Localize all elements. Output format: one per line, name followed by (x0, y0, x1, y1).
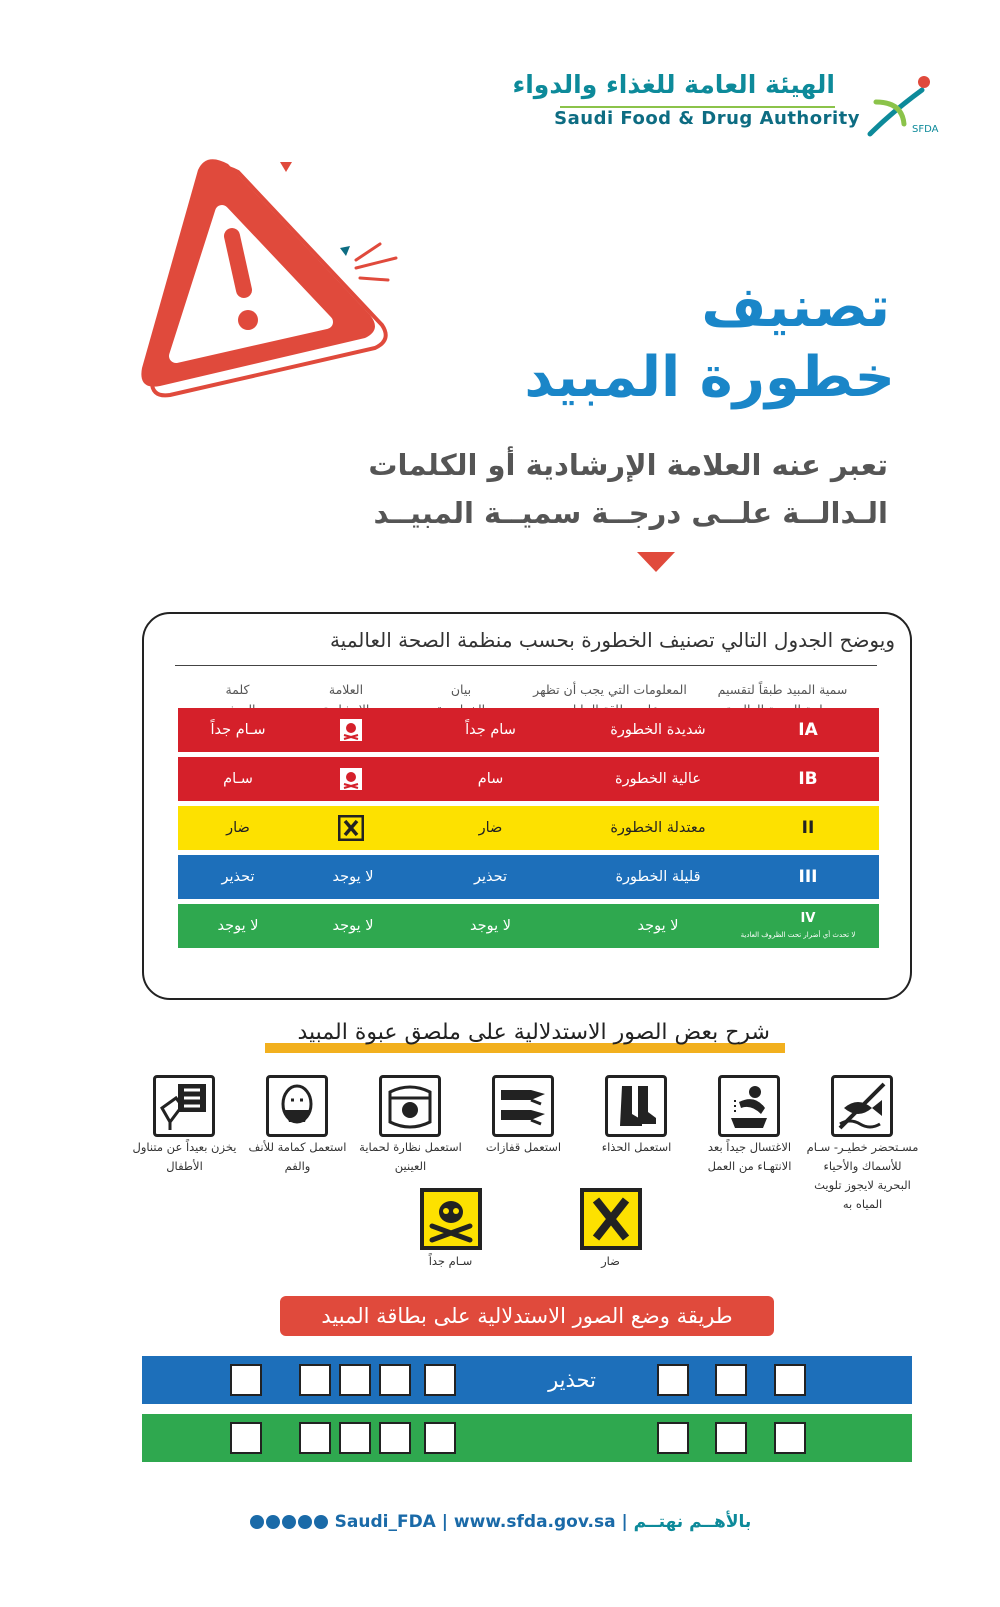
pictogram-label: استعمل قفازات (485, 1140, 562, 1154)
warning-triangle-icon (120, 150, 410, 420)
fish-prohibited-icon (831, 1075, 893, 1137)
footer-separator: | (621, 1512, 628, 1532)
row-statement: سام (477, 771, 504, 787)
locked-storage-icon (153, 1075, 215, 1137)
row-signal: سـام (223, 771, 253, 787)
header-signal-word: كلمة (225, 682, 250, 697)
row-statement: ضار (478, 820, 503, 836)
page-title-line1: تصنيف (701, 275, 890, 340)
label-bar-warning (142, 1356, 912, 1404)
gloves-icon (379, 1422, 411, 1454)
wash-icon (718, 1075, 780, 1137)
face-shield-icon (339, 1422, 371, 1454)
pictogram-label: استعمل كمامة للأنف والفم (248, 1140, 347, 1173)
social-handle[interactable]: Saudi_FDA (334, 1512, 436, 1532)
row-info: عالية الخطورة (614, 771, 702, 787)
org-name-ar: الهيئة العامة للغذاء والدواء (512, 70, 835, 99)
row-info: لا يوجد (637, 918, 679, 934)
pictogram-label: يخزن بعيداً عن متناول الأطفال (132, 1140, 237, 1173)
subtitle-line1: تعبر عنه العلامة الإرشادية أو الكلمات (368, 448, 888, 482)
row-class: II (801, 818, 815, 838)
youtube-icon[interactable] (298, 1515, 312, 1529)
header-label-info: المعلومات التي يجب أن تظهر (533, 682, 687, 697)
instagram-icon[interactable] (282, 1515, 296, 1529)
row-signal: سـام جداً (210, 722, 266, 738)
facebook-icon[interactable] (314, 1515, 328, 1529)
skull-icon (338, 766, 364, 792)
hazard-pictogram-icon (657, 1422, 689, 1454)
skull-icon (420, 1188, 482, 1250)
slogan: بالأهــم نهتــم (633, 1512, 752, 1532)
org-name-en: Saudi Food & Drug Authority (554, 108, 860, 129)
face-shield-icon (379, 1075, 441, 1137)
row-statement: تحذير (473, 869, 508, 885)
header-pictogram: العلامة (328, 682, 364, 697)
skull-icon (338, 717, 364, 743)
row-class: IB (798, 769, 818, 789)
hazard-label-harmful: ضار (601, 1254, 620, 1268)
sfda-logo-icon (862, 72, 942, 142)
locked-storage-icon (230, 1422, 262, 1454)
pictogram-label: الاغتسال جيداً بعد الانتهـاء من العمل (707, 1140, 792, 1173)
fish-prohibited-icon (774, 1364, 806, 1396)
row-class: IA (798, 720, 818, 740)
pictograms-section-title: شرح بعض الصور الاستدلالية على ملصق عبوة المبيد (297, 1020, 770, 1045)
pictogram-label: مسـتحضر خطيـر- سـام للأسماك والأحياء البحرية لايجوز تلويث المياه به (806, 1140, 919, 1211)
header-hazard-statement: بيان (450, 682, 472, 697)
table-title: ويوضح الجدول التالي تصنيف الخطورة بحسب منظمة الصحة العالمية (329, 628, 895, 652)
table-row-ii (178, 806, 879, 850)
twitter-icon[interactable] (250, 1515, 264, 1529)
website-link[interactable]: www.sfda.gov.sa (453, 1512, 616, 1532)
mask-icon (424, 1364, 456, 1396)
pictogram-label: استعمل الحذاء (601, 1140, 672, 1154)
row-info: شديدة الخطورة (610, 722, 706, 738)
boots-icon (299, 1422, 331, 1454)
title-divider (175, 665, 877, 666)
wash-icon (715, 1422, 747, 1454)
row-class: IV (800, 911, 816, 926)
row-pictogram: لا يوجد (332, 918, 374, 934)
table-row-ib (178, 757, 879, 801)
row-signal: لا يوجد (217, 918, 259, 934)
table-row-iv (178, 904, 879, 948)
pictogram-label: استعمل نظارة لحماية العينين (359, 1140, 462, 1173)
page-title-line2: خطورة المبيد (524, 345, 895, 410)
footer-separator: | (441, 1512, 448, 1532)
row-signal: ضار (226, 820, 250, 836)
snapchat-icon[interactable] (266, 1515, 280, 1529)
logo-text: SFDA (912, 124, 939, 135)
row-class-note: لا تحدث أي أضرار تحت الظروف العادية (740, 931, 856, 939)
face-shield-icon (339, 1364, 371, 1396)
x-cross-icon (580, 1188, 642, 1250)
boots-icon (605, 1075, 667, 1137)
mask-icon (424, 1422, 456, 1454)
locked-storage-icon (230, 1364, 262, 1396)
footer (0, 1512, 1000, 1532)
header-who-class: سمية المبيد طبقاً لتقسيم (717, 682, 848, 697)
placement-title-button: طريقة وضع الصور الاستدلالية على بطاقة المبيد (280, 1296, 774, 1336)
row-info: معتدلة الخطورة (610, 820, 706, 836)
row-signal: تحذير (221, 869, 255, 885)
hazard-label-very-toxic: سـام جداً (428, 1254, 473, 1268)
mask-icon (266, 1075, 328, 1137)
gloves-icon (379, 1364, 411, 1396)
wash-icon (715, 1364, 747, 1396)
row-class: III (798, 867, 818, 887)
row-statement: سام جداً (465, 722, 516, 738)
table-row-iii (178, 855, 879, 899)
table-row-ia (178, 708, 879, 752)
fish-prohibited-icon (774, 1422, 806, 1454)
x-cross-icon (338, 815, 364, 841)
row-pictogram: لا يوجد (332, 869, 374, 885)
subtitle-line2: الـدالــة علــى درجــة سميــة المبيــد (373, 496, 888, 530)
row-statement: لا يوجد (470, 918, 511, 934)
warning-word: تحذير (548, 1368, 596, 1392)
hazard-pictogram-icon (657, 1364, 689, 1396)
label-bar-none (142, 1414, 912, 1462)
gloves-icon (492, 1075, 554, 1137)
boots-icon (299, 1364, 331, 1396)
row-info: قليلة الخطورة (615, 869, 701, 885)
down-arrow-icon (637, 552, 675, 572)
